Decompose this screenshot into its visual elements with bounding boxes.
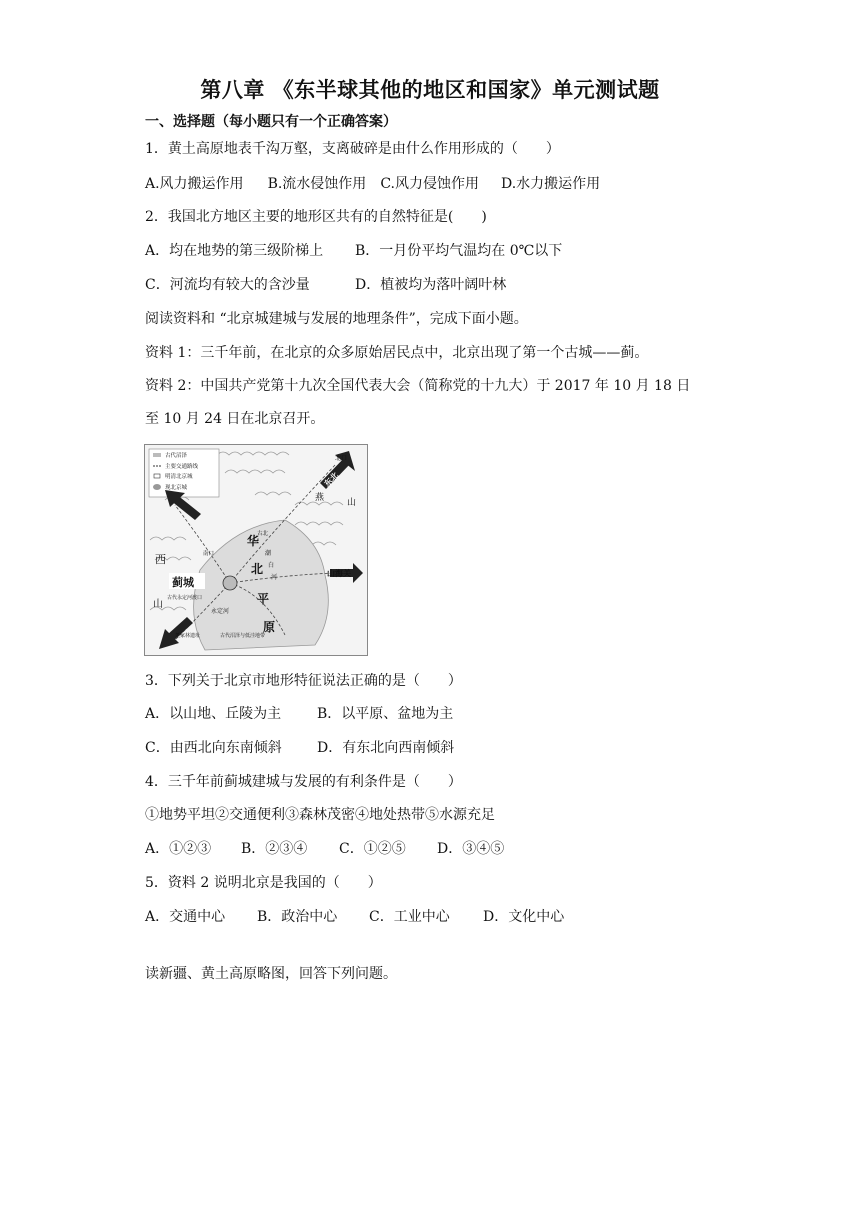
q5-option-c: C．工业中心 <box>369 909 450 925</box>
legend-modern-city: 现北京城 <box>165 485 188 491</box>
question-1-options <box>145 175 600 193</box>
map-label-he: 河 <box>271 574 278 581</box>
q2-option-a: A．均在地势的第三级阶梯上 <box>145 243 324 259</box>
q1-option-c: C.风力侵蚀作用 <box>380 176 479 192</box>
question-4-conditions: ①地势平坦②交通便利③森林茂密④地处热带⑤水源充足 <box>145 807 495 823</box>
question-1-stem: 1．黄土高原地表千沟万壑，支离破碎是由什么作用形成的（ ） <box>145 141 560 157</box>
question-4-options <box>145 840 504 858</box>
q4-option-a: A．①②③ <box>145 841 212 857</box>
question-2-options-row1 <box>145 242 562 260</box>
legend-swamp: 古代沼泽 <box>165 453 188 459</box>
q5-option-b: B．政治中心 <box>257 909 338 925</box>
map-label-jicheng: 蓟城 <box>172 576 194 589</box>
material-2-line-2: 至 10 月 24 日在北京召开。 <box>145 411 325 427</box>
map-label-bottom: 古代沼泽与低洼地带 <box>220 633 266 639</box>
map-label-yan: 燕 <box>315 493 325 503</box>
map-label-beikou: 北口 <box>335 455 348 462</box>
q2-option-d: D．植被均为落叶阔叶林 <box>355 277 507 293</box>
map-label-shan-west: 山 <box>153 599 163 610</box>
q1-option-b: B.流水侵蚀作用 <box>267 176 367 192</box>
map-label-river: 永定河 <box>211 608 230 615</box>
question-3-options-row1 <box>145 705 453 723</box>
page-title: 第八章 《东半球其他的地区和国家》单元测试题 <box>200 78 660 102</box>
map-label-bai: 白 <box>268 562 275 569</box>
reading-intro: 阅读资料和 “北京城建城与发展的地理条件”，完成下面小题。 <box>145 311 528 327</box>
question-5-stem: 5．资料 2 说明北京是我国的（ ） <box>145 875 382 891</box>
q5-option-a: A．交通中心 <box>145 909 226 925</box>
material-2-line-1: 资料 2：中国共产党第十九次全国代表大会（简称党的十九大）于 2017 年 10 月 18 日 <box>145 378 691 394</box>
q2-option-c: C．河流均有较大的含沙量 <box>145 277 310 293</box>
question-2-options-row2 <box>145 276 506 294</box>
q3-option-a: A．以山地、丘陵为主 <box>145 706 282 722</box>
question-2-stem: 2．我国北方地区主要的地形区共有的自然特征是( ) <box>145 209 487 225</box>
closing-instruction: 读新疆、黄土高原略图，回答下列问题。 <box>145 966 397 982</box>
map-label-nankou: 南口 <box>203 551 215 557</box>
question-3-stem: 3．下列关于北京市地形特征说法正确的是（ ） <box>145 673 462 689</box>
map-label-ferry: 古代永定河渡口 <box>167 595 203 601</box>
q1-option-d: D.水力搬运作用 <box>500 176 601 192</box>
map-label-site: 董家林遗址 <box>175 633 201 639</box>
q4-option-b: B．②③④ <box>241 841 308 857</box>
map-label-hua: 华 <box>247 534 260 548</box>
section-heading: 一、选择题（每小题只有一个正确答案） <box>145 114 397 130</box>
map-label-gubei: 古北 <box>257 531 269 537</box>
map-label-xi: 西 <box>155 553 166 566</box>
map-label-northeast: 东北 <box>322 470 341 489</box>
q3-option-c: C．由西北向东南倾斜 <box>145 740 282 756</box>
q1-option-a: A.风力搬运作用 <box>145 176 244 192</box>
q3-option-d: D．有东北向西南倾斜 <box>317 740 455 756</box>
material-1: 资料 1：三千年前，在北京的众多原始居民点中，北京出现了第一个古城——蓟。 <box>145 345 649 361</box>
question-4-stem: 4．三千年前蓟城建城与发展的有利条件是（ ） <box>145 774 462 790</box>
map-label-shanhaiguan: 山海关 <box>327 569 351 578</box>
map-label-shan-ne: 山 <box>347 498 357 508</box>
map-label-yuan: 原 <box>263 620 276 634</box>
q3-option-b: B．以平原、盆地为主 <box>317 706 454 722</box>
question-3-options-row2 <box>145 739 454 757</box>
q4-option-c: C．①②⑤ <box>339 841 406 857</box>
legend-ming-city: 明清北京城 <box>165 474 193 480</box>
legend-route: 主要交通路线 <box>165 464 199 470</box>
beijing-geography-map <box>144 444 368 656</box>
q2-option-b: B．一月份平均气温均在 0℃以下 <box>355 243 563 259</box>
map-label-bei: 北 <box>251 562 264 576</box>
q4-option-d: D．③④⑤ <box>437 841 505 857</box>
map-label-ping: 平 <box>257 592 270 606</box>
question-5-options <box>145 908 564 926</box>
map-label-chao: 潮 <box>265 550 272 557</box>
q5-option-d: D．文化中心 <box>483 909 565 925</box>
